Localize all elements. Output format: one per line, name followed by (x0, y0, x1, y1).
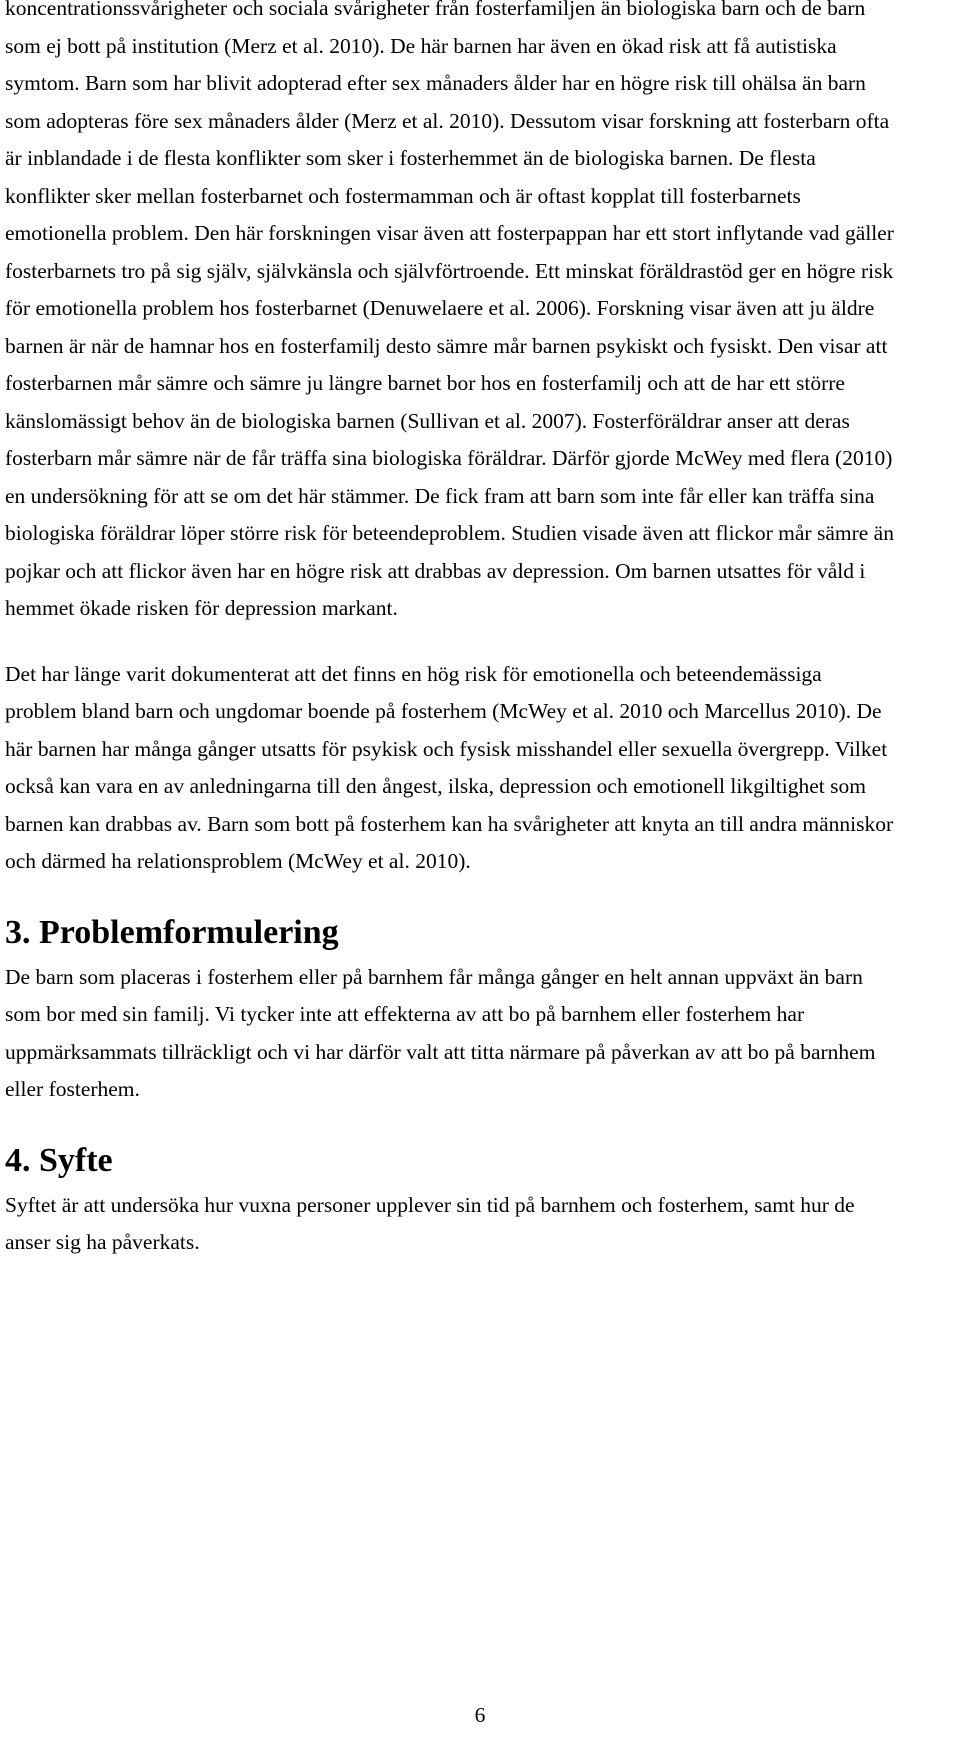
purpose-paragraph: Syftet är att undersöka hur vuxna personer upplever sin tid på barnhem och fosterhem, samt hur de anser sig ha påverkats. (5, 1192, 855, 1254)
page-number: 6 (474, 1703, 486, 1727)
page-content (5, 0, 895, 1262)
section-heading-syfte: 4. Syfte (5, 1141, 113, 1179)
problem-paragraph: De barn som placeras i fosterhem eller på barnhem får många gånger en helt annan uppväxt än barn som bor med sin familj. Vi tycker inte att effekterna av att bo på barnhem eller fosterhem har uppmärksammats tillräckligt och vi har därför valt att titta närmare på påverkan av att bo på barnhem eller fosterhem. (5, 964, 876, 1101)
body-paragraph-2: Det har länge varit dokumenterat att det finns en hög risk för emotionella och beteendemässiga problem bland barn och ungdomar boende på fosterhem (McWey et al. 2010 och Marcellus 2010). De här barnen har många gånger utsatts för psykisk och fysisk misshandel eller sexuella övergrepp. Vilket också kan vara en av anledningarna till den ångest, ilska, depression och emotionell likgiltighet som barnen kan drabbas av. Barn som bott på fosterhem kan ha svårigheter att knyta an till andra människor och därmed ha relationsproblem (McWey et al. 2010). (5, 661, 894, 873)
body-paragraph-1: koncentrationssvårigheter och sociala svårigheter från fosterfamiljen än biologiska barn och de barn som ej bott på institution (Merz et al. 2010). De här barnen har även en ökad risk att få autistiska symtom. Barn som har blivit adopterad efter sex månaders ålder har en högre risk till ohälsa än barn som adopteras före sex månaders ålder (Merz et al. 2010). Dessutom visar forskning att fosterbarn ofta är inblandade i de flesta konflikter som sker i fosterhemmet än de biologiska barnen. De flesta konflikter sker mellan fosterbarnet och fostermamman och är oftast kopplat till fosterbarnets emotionella problem. Den här forskningen visar även att fosterpappan har ett stort inflytande vad gäller fosterbarnets tro på sig själv, självkänsla och självförtroende. Ett minskat föräldrastöd ger en högre risk för emotionella problem hos fosterbarnet (Denuwelaere et al. 2006). Forskning visar även att ju äldre barnen är när de hamnar hos en fosterfamilj desto sämre mår barnen psykiskt och fysiskt. Den visar att fosterbarnen mår sämre och sämre ju längre barnet bor hos en fosterfamilj och att de har ett större känslomässigt behov än de biologiska barnen (Sullivan et al. 2007). Fosterföräldrar anser att deras fosterbarn mår sämre när de får träffa sina biologiska föräldrar. Därför gjorde McWey med flera (2010) en undersökning för att se om det här stämmer. De fick fram att barn som inte får eller kan träffa sina biologiska föräldrar löper större risk för beteendeproblem. Studien visade även att flickor mår sämre än pojkar och att flickor även har en högre risk att drabbas av depression. Om barnen utsattes för våld i hemmet ökade risken för depression markant. (5, 0, 894, 620)
section-heading-problemformulering: 3. Problemformulering (5, 913, 339, 951)
